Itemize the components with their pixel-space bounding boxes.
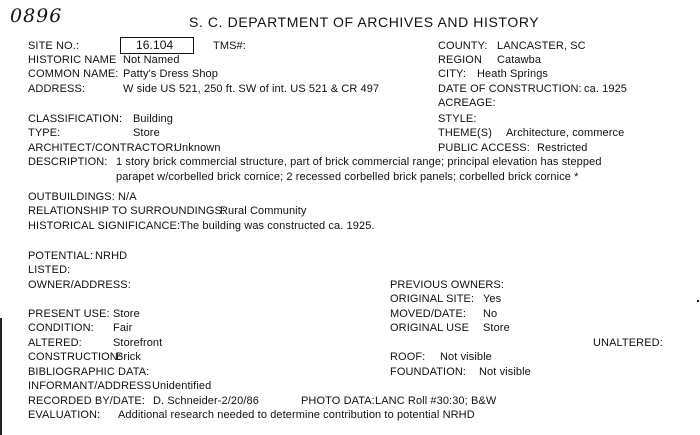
historical-significance-value: The building was constructed ca. 1925. bbox=[180, 220, 375, 232]
card-left-edge bbox=[0, 318, 2, 435]
county-value: LANCASTER, SC bbox=[497, 40, 586, 52]
relationship-label: RELATIONSHIP TO SURROUNDINGS: bbox=[28, 205, 226, 217]
address-label: ADDRESS: bbox=[28, 83, 86, 95]
site-no-value: 16.104 bbox=[136, 38, 174, 52]
public-access-value: Restricted bbox=[537, 142, 588, 154]
card-edge-speck bbox=[697, 300, 699, 302]
classification-label: CLASSIFICATION: bbox=[28, 113, 123, 125]
original-use-label: ORIGINAL USE bbox=[390, 322, 470, 334]
type-value: Store bbox=[133, 127, 160, 139]
unaltered-label: UNALTERED: bbox=[593, 337, 663, 349]
roof-label: ROOF: bbox=[390, 351, 426, 363]
construction-label: CONSTRUCTION: bbox=[28, 351, 121, 363]
historical-significance-label: HISTORICAL SIGNIFICANCE: bbox=[28, 220, 181, 232]
original-site-label: ORIGINAL SITE: bbox=[390, 293, 475, 305]
region-label: REGION bbox=[438, 54, 482, 66]
previous-owners-label: PREVIOUS OWNERS: bbox=[390, 279, 505, 291]
type-label: TYPE: bbox=[28, 127, 61, 139]
condition-label: CONDITION: bbox=[28, 322, 94, 334]
public-access-label: PUBLIC ACCESS: bbox=[438, 142, 530, 154]
city-value: Heath Springs bbox=[477, 68, 549, 80]
classification-value: Building bbox=[133, 113, 173, 125]
moved-date-value: No bbox=[483, 308, 498, 320]
common-name-label: COMMON NAME: bbox=[28, 68, 119, 80]
page-title: S. C. DEPARTMENT OF ARCHIVES AND HISTORY bbox=[189, 14, 540, 30]
architect-label: ARCHITECT/CONTRACTOR: bbox=[28, 142, 177, 154]
photo-data-label: PHOTO DATA: bbox=[301, 395, 375, 407]
description-line-1: 1 story brick commercial structure, part of brick commercial range; principal elevation has stepped bbox=[116, 156, 602, 168]
condition-value: Fair bbox=[113, 322, 133, 334]
description-label: DESCRIPTION: bbox=[28, 156, 108, 168]
style-label: STYLE: bbox=[438, 113, 477, 125]
original-use-value: Store bbox=[483, 322, 510, 334]
bibliographic-data-label: BIBLIOGRAPHIC DATA: bbox=[28, 366, 150, 378]
photo-data-value: LANC Roll #30:30; B&W bbox=[375, 395, 497, 407]
potential-value: NRHD bbox=[95, 250, 128, 262]
historic-name-value: Not Named bbox=[123, 54, 180, 66]
construction-value: Brick bbox=[116, 351, 141, 363]
outbuildings-value: N/A bbox=[118, 191, 137, 203]
county-label: COUNTY: bbox=[438, 40, 488, 52]
date-of-construction-label: DATE OF CONSTRUCTION: bbox=[438, 83, 582, 95]
region-value: Catawba bbox=[497, 54, 542, 66]
altered-label: ALTERED: bbox=[28, 337, 82, 349]
recorded-by-value: D. Schneider-2/20/86 bbox=[153, 395, 259, 407]
informant-value: Unidentified bbox=[152, 380, 212, 392]
themes-value: Architecture, commerce bbox=[506, 127, 625, 139]
recorded-by-label: RECORDED BY/DATE: bbox=[28, 395, 146, 407]
outbuildings-label: OUTBUILDINGS: bbox=[28, 191, 115, 203]
relationship-value: Rural Community bbox=[220, 205, 307, 217]
themes-label: THEME(S) bbox=[438, 127, 492, 139]
original-site-value: Yes bbox=[483, 293, 502, 305]
moved-date-label: MOVED/DATE: bbox=[390, 308, 467, 320]
evaluation-label: EVALUATION: bbox=[28, 409, 101, 421]
present-use-label: PRESENT USE: bbox=[28, 308, 110, 320]
roof-value: Not visible bbox=[440, 351, 492, 363]
altered-value: Storefront bbox=[113, 337, 163, 349]
listed-label: LISTED: bbox=[28, 264, 71, 276]
historic-name-label: HISTORIC NAME bbox=[28, 54, 117, 66]
foundation-value: Not visible bbox=[479, 366, 531, 378]
owner-address-label: OWNER/ADDRESS: bbox=[28, 279, 131, 291]
present-use-value: Store bbox=[113, 308, 140, 320]
potential-label: POTENTIAL: bbox=[28, 250, 94, 262]
evaluation-value: Additional research needed to determine contribution to potential NRHD bbox=[118, 409, 475, 421]
acreage-label: ACREAGE: bbox=[438, 97, 496, 109]
city-label: CITY: bbox=[438, 68, 467, 80]
architect-value: Unknown bbox=[174, 142, 221, 154]
address-value: W side US 521, 250 ft. SW of int. US 521 & CR 497 bbox=[123, 83, 380, 95]
site-no-label: SITE NO.: bbox=[28, 40, 80, 52]
informant-label: INFORMANT/ADDRESS bbox=[28, 380, 152, 392]
tms-label: TMS#: bbox=[213, 40, 246, 52]
handwritten-card-number: 0896 bbox=[10, 5, 63, 27]
date-of-construction-value: ca. 1925 bbox=[584, 83, 628, 95]
foundation-label: FOUNDATION: bbox=[390, 366, 467, 378]
description-line-2: parapet w/corbelled brick cornice; 2 recessed corbelled brick panels; corbelled brick cornice * bbox=[116, 171, 579, 183]
common-name-value: Patty's Dress Shop bbox=[123, 68, 218, 80]
